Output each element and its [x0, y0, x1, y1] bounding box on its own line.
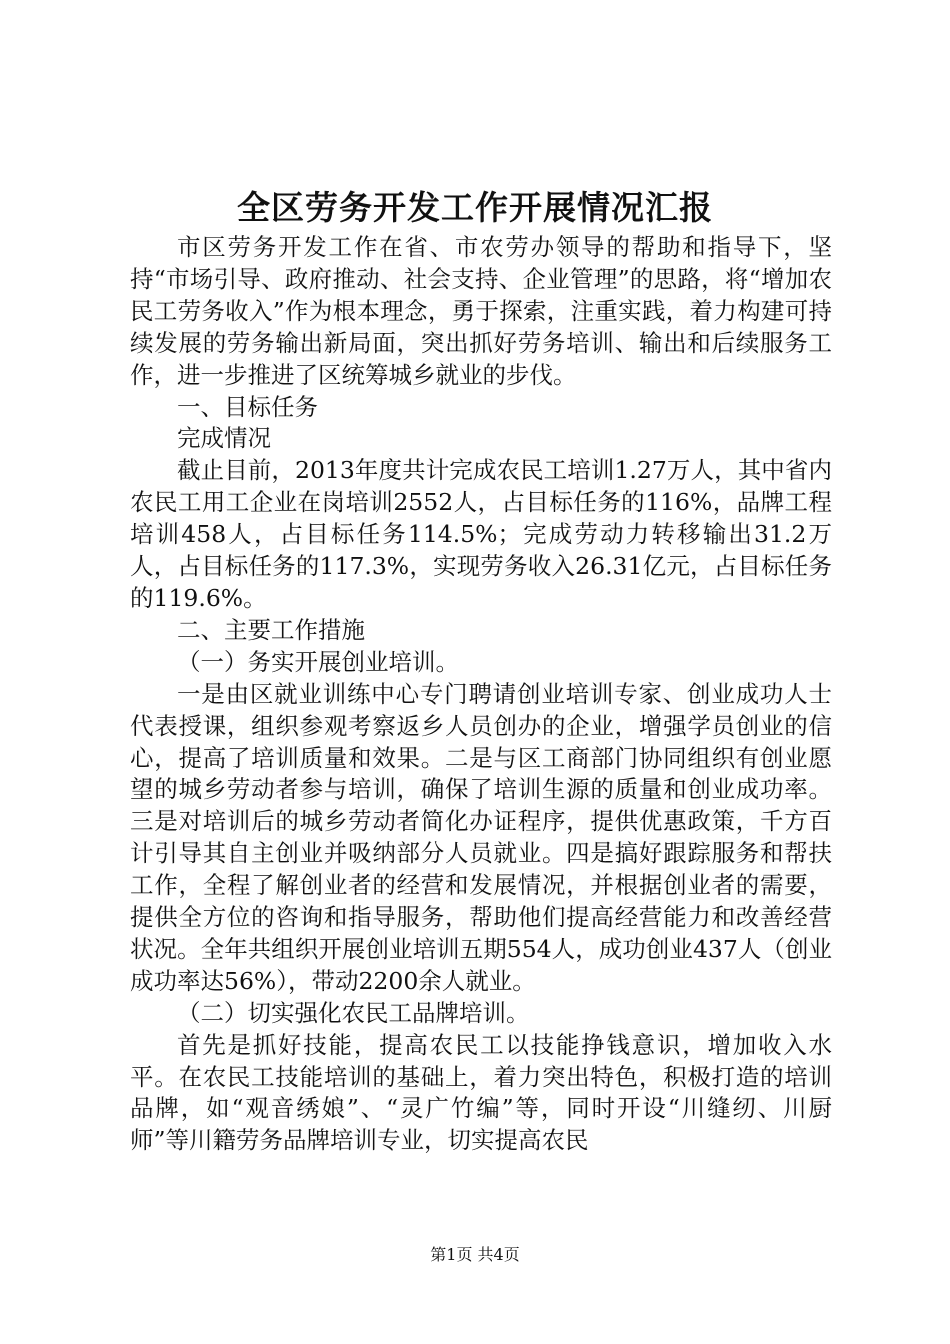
completion-paragraph: 截止目前，2013年度共计完成农民工培训1.27万人，其中省内农民工用工企业在岗培训2552人，占目标任务的116%，品牌工程培训458人，占目标任务114.5%；完成劳动力转移输出31.2万人，占目标任务的117.3%，实现劳务收入26.31亿元，占目标任务的119.6%。 — [130, 456, 832, 612]
subheading-completion: 完成情况 — [177, 424, 271, 453]
page-number-footer: 第1页 共4页 — [430, 1245, 520, 1264]
brand-training-paragraph: 首先是抓好技能，提高农民工以技能挣钱意识，增加收入水平。在农民工技能培训的基础上，着力突出特色，积极打造的培训品牌，如“观音绣娘”、“灵广竹编”等，同时开设“川缝纫、川厨师”等川籍劳务品牌培训专业，切实提高农民 — [130, 1030, 832, 1155]
entrepreneurship-paragraph: 一是由区就业训练中心专门聘请创业培训专家、创业成功人士代表授课，组织参观考察返乡人员创办的企业，增强学员创业的信心，提高了培训质量和效果。二是与区工商部门协同组织有创业愿望的城乡劳动者参与培训，确保了培训生源的质量和创业成功率。三是对培训后的城乡劳动者简化办证程序，提供优惠政策，千方百计引导其自主创业并吸纳部分人员就业。四是搞好跟踪服务和帮扶工作，全程了解创业者的经营和发展情况，并根据创业者的需要，提供全方位的咨询和指导服务，帮助他们提高经营能力和改善经营状况。全年共组织开展创业培训五期554人，成功创业437人（创业成功率达56%），带动2200余人就业。 — [130, 679, 832, 995]
subheading-entrepreneurship-training: （一）务实开展创业培训。 — [177, 647, 459, 676]
section-heading-targets: 一、目标任务 — [177, 392, 318, 421]
document-title: 全区劳务开发工作开展情况汇报 — [237, 188, 713, 227]
section-heading-measures: 二、主要工作措施 — [177, 615, 365, 644]
subheading-brand-training: （二）切实强化农民工品牌培训。 — [177, 998, 530, 1027]
document-body — [130, 232, 832, 1157]
intro-paragraph: 市区劳务开发工作在省、市农劳办领导的帮助和指导下，坚持“市场引导、政府推动、社会支持、企业管理”的思路，将“增加农民工劳务收入”作为根本理念，勇于探索，注重实践，着力构建可持续发展的劳务输出新局面，突出抓好劳务培训、输出和后续服务工作，进一步推进了区统筹城乡就业的步伐。 — [130, 233, 832, 389]
